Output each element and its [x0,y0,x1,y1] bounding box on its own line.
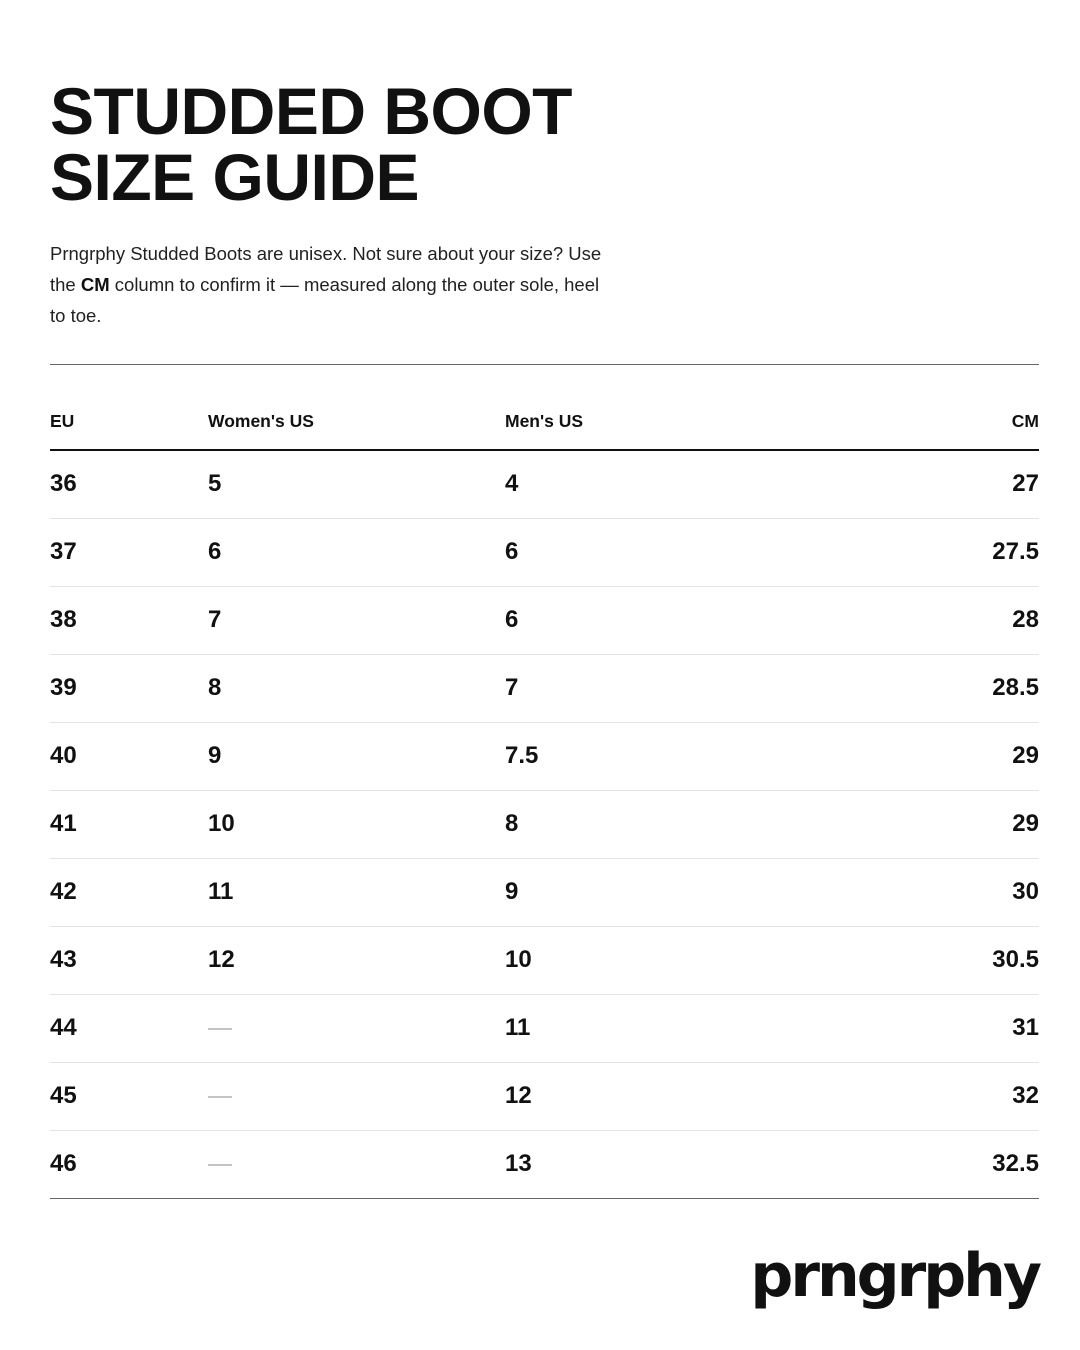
header-mens-us: Men's US [505,411,584,431]
cell-mens-us: 7.5 [505,742,539,769]
cell-womens-us: 10 [208,810,235,837]
cell-cm: 27.5 [992,538,1039,565]
cell-womens-us: 6 [208,538,222,565]
table-row [50,451,1039,519]
cell-womens-us: 9 [208,742,222,769]
cell-mens-us: 4 [505,470,519,497]
cell-cm: 32.5 [992,1150,1039,1177]
cell-eu: 41 [50,810,77,837]
cell-cm: 28 [1012,606,1039,633]
header-cm: CM [1011,411,1039,431]
header-womens-us: Women's US [208,411,314,431]
cell-cm: 28.5 [992,674,1039,701]
cell-eu: 39 [50,674,77,701]
cell-mens-us: 6 [505,606,519,633]
table-row [50,927,1039,995]
cell-cm: 32 [1012,1082,1039,1109]
cell-eu: 37 [50,538,77,565]
cell-womens-us: 12 [208,946,235,973]
table-body [50,451,1039,1199]
intro-text-bold: CM [80,274,110,295]
table-row [50,995,1039,1063]
table-row [50,1063,1039,1131]
intro-text-part-2: column to confirm it — measured along the outer sole, heel to toe. [50,274,600,326]
page-title-line-1: STUDDED BOOT [50,74,572,148]
cell-womens-us: 11 [208,878,234,905]
cell-mens-us: 10 [505,946,532,973]
size-table [50,404,1039,1199]
no-size-dash [208,1164,232,1166]
no-size-dash [208,1096,232,1098]
cell-cm: 31 [1012,1014,1039,1041]
size-guide-page [50,0,1039,1350]
table-row [50,519,1039,587]
top-divider [50,364,1039,365]
cell-mens-us: 8 [505,810,519,837]
header-eu: EU [50,411,75,431]
cell-mens-us: 13 [505,1150,532,1177]
table-row [50,723,1039,791]
cell-womens-us: 7 [208,606,222,633]
table-row [50,587,1039,655]
table-row [50,1131,1039,1199]
intro-text [50,238,610,331]
cell-womens-us: 5 [208,470,222,497]
cell-mens-us: 12 [505,1082,532,1109]
table-row [50,655,1039,723]
intro-text-part-1: Prngrphy Studded Boots are unisex. Not sure about your size? Use the [50,243,602,295]
table-row [50,791,1039,859]
cell-eu: 45 [50,1082,77,1109]
cell-cm: 27 [1012,470,1039,497]
cell-eu: 36 [50,470,77,497]
cell-cm: 30.5 [992,946,1039,973]
cell-mens-us: 11 [505,1014,531,1041]
no-size-dash [208,1028,232,1030]
page-title [50,74,572,214]
cell-eu: 46 [50,1150,77,1177]
cell-eu: 38 [50,606,77,633]
cell-mens-us: 6 [505,538,519,565]
page-title-line-2: SIZE GUIDE [50,140,420,214]
table-row [50,859,1039,927]
cell-cm: 29 [1012,742,1039,769]
cell-eu: 42 [50,878,77,905]
table-header-row [50,404,1039,451]
brand-logo: prngrphy [750,1241,1039,1311]
cell-mens-us: 7 [505,674,519,701]
cell-eu: 43 [50,946,77,973]
cell-womens-us: 8 [208,674,222,701]
cell-eu: 44 [50,1014,77,1041]
cell-mens-us: 9 [505,878,519,905]
cell-cm: 30 [1012,878,1039,905]
cell-cm: 29 [1012,810,1039,837]
cell-eu: 40 [50,742,77,769]
